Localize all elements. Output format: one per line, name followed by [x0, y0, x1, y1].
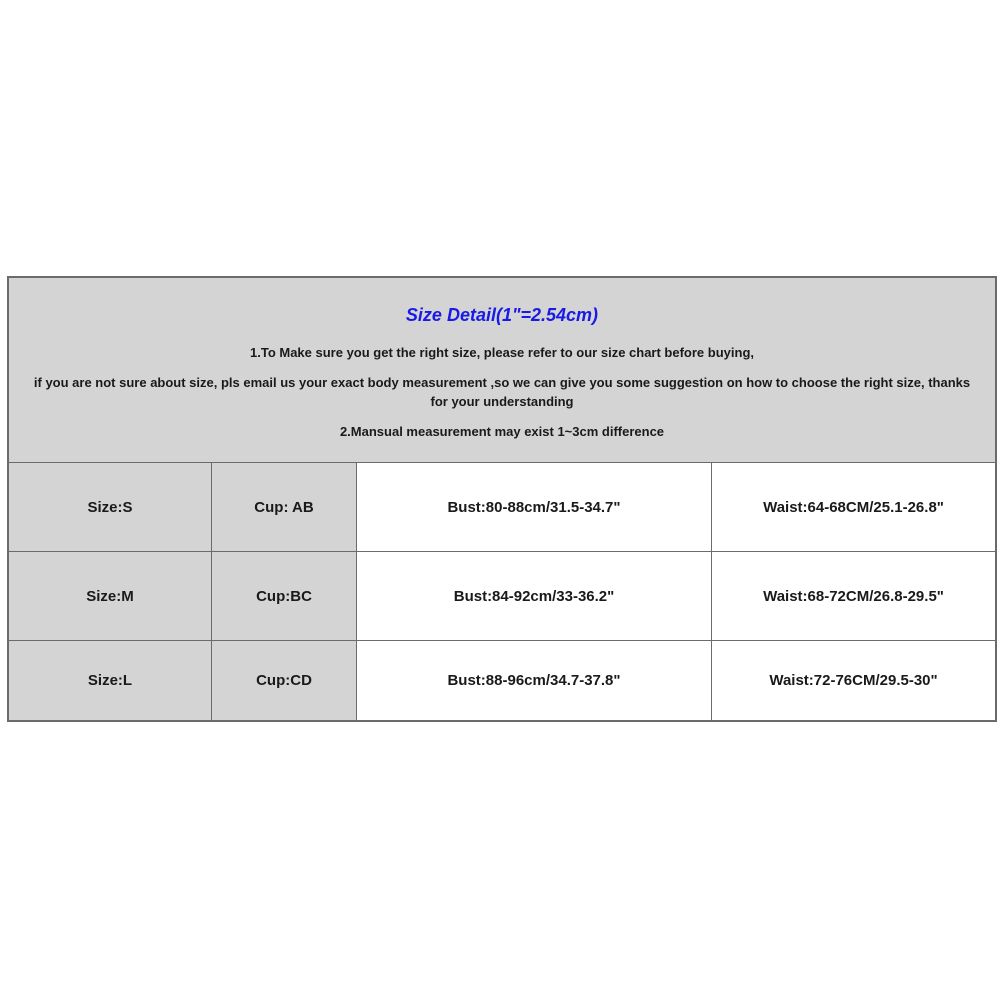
size-note-2: if you are not sure about size, pls email us your exact body measurement ,so we can give you some suggestion on how to choose the right size, thanks for your understanding — [33, 375, 971, 409]
size-cell: Size:M — [9, 552, 212, 640]
waist-cell: Waist:72-76CM/29.5-30" — [712, 641, 995, 720]
table-row — [9, 641, 995, 720]
waist-cell: Waist:64-68CM/25.1-26.8" — [712, 463, 995, 551]
bust-cell: Bust:88-96cm/34.7-37.8" — [357, 641, 712, 720]
size-cell: Size:L — [9, 641, 212, 720]
size-chart-title: Size Detail(1"=2.54cm) — [405, 305, 599, 325]
waist-cell: Waist:68-72CM/26.8-29.5" — [712, 552, 995, 640]
cup-cell: Cup:CD — [212, 641, 357, 720]
cup-cell: Cup:BC — [212, 552, 357, 640]
cup-cell: Cup: AB — [212, 463, 357, 551]
size-cell: Size:S — [9, 463, 212, 551]
table-row — [9, 463, 995, 552]
table-row — [9, 552, 995, 641]
bust-cell: Bust:80-88cm/31.5-34.7" — [357, 463, 712, 551]
size-note-3: 2.Mansual measurement may exist 1~3cm difference — [339, 424, 665, 439]
size-note-1: 1.To Make sure you get the right size, please refer to our size chart before buying, — [250, 345, 754, 360]
size-chart-table — [7, 276, 997, 722]
size-chart-header — [9, 278, 995, 463]
bust-cell: Bust:84-92cm/33-36.2" — [357, 552, 712, 640]
